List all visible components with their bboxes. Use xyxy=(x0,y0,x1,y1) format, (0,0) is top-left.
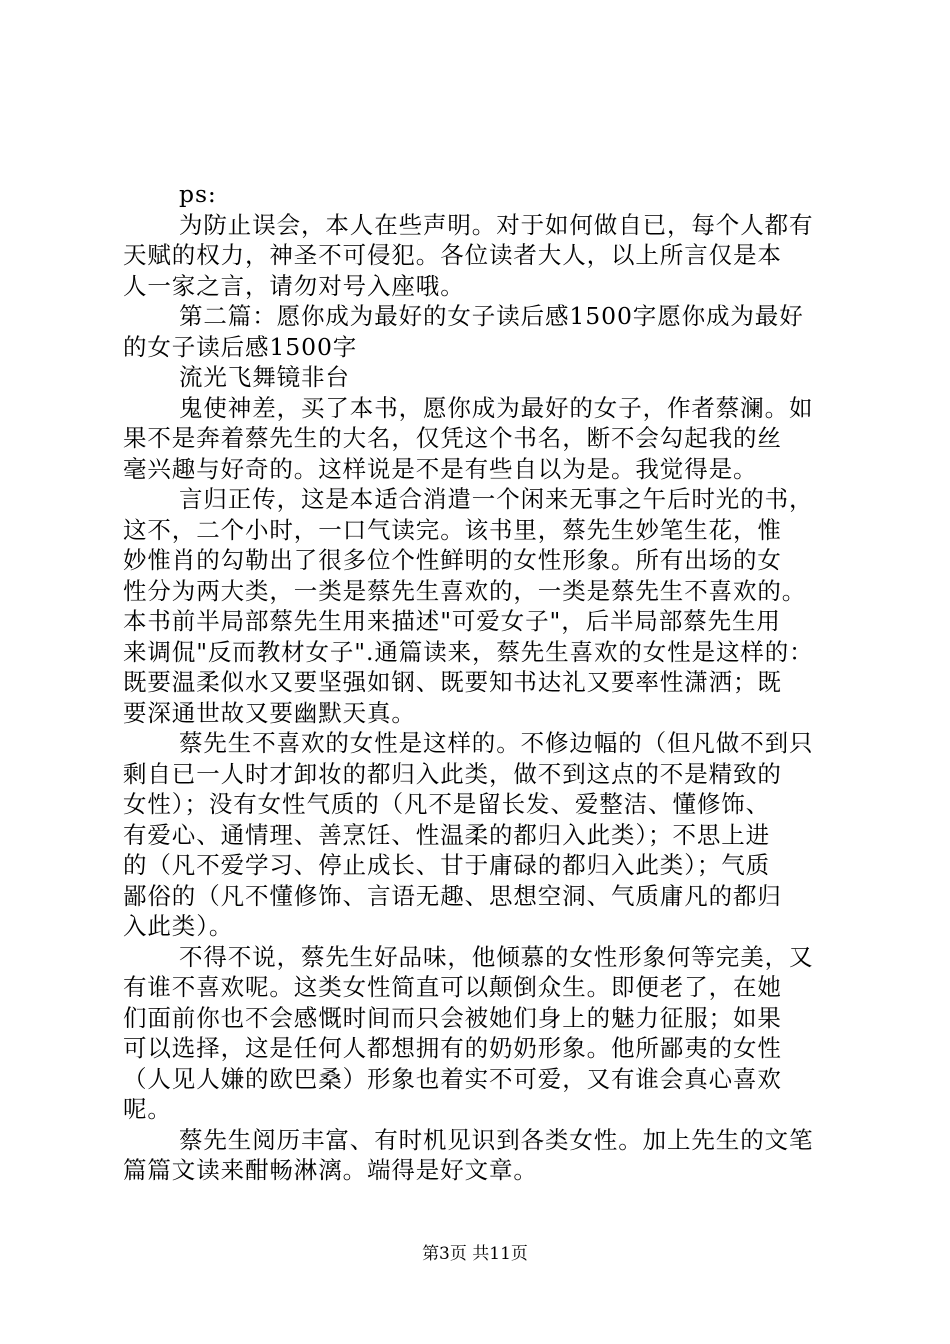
text-line: 鬼使神差，买了本书，愿你成为最好的女子，作者蔡澜。如 xyxy=(179,393,814,422)
text-line: 可以选择，这是任何人都想拥有的奶奶形象。他所鄙夷的女性 xyxy=(123,1034,782,1062)
text-line: 这不，二个小时，一口气读完。该书里，蔡先生妙笔生花，惟 xyxy=(123,515,782,544)
text-line: 蔡先生不喜欢的女性是这样的。不修边幅的（但凡做不到只 xyxy=(179,729,814,757)
text-line: 有爱心、通情理、善烹饪、性温柔的都归入此类）；不思上进 xyxy=(123,820,771,849)
text-line: 女性）；没有女性气质的（凡不是留长发、爱整洁、懂修饰、 xyxy=(123,790,771,818)
text-line: 有谁不喜欢呢。这类女性简直可以颠倒众生。即便老了，在她 xyxy=(123,973,782,1001)
text-line: 的（凡不爱学习、停止成长、甘于庸碌的都归入此类）；气质 xyxy=(123,851,771,879)
text-line: 天赋的权力，神圣不可侵犯。各位读者大人，以上所言仅是本 xyxy=(123,241,782,269)
text-line: 果不是奔着蔡先生的大名，仅凭这个书名，断不会勾起我的丝 xyxy=(123,424,782,452)
text-line: 要深通世故又要幽默天真。 xyxy=(123,698,416,727)
text-line: 们面前你也不会感慨时间而只会被她们身上的魅力征服；如果 xyxy=(123,1003,782,1032)
text-line: 为防止误会，本人在些声明。对于如何做自已，每个人都有 xyxy=(179,210,814,239)
text-line: 来调侃"反而教材女子".通篇读来，蔡先生喜欢的女性是这样的： xyxy=(123,637,814,666)
text-line: 妙惟肖的勾勒出了很多位个性鲜明的女性形象。所有出场的女 xyxy=(123,546,782,574)
text-line: （人见人嫌的欧巴桑）形象也着实不可爱，又有谁会真心喜欢 xyxy=(123,1064,782,1093)
text-line: 人一家之言，请勿对号入座哦。 xyxy=(123,271,465,300)
text-line: 性分为两大类，一类是蔡先生喜欢的，一类是蔡先生不喜欢的。 xyxy=(123,576,807,605)
text-line: 不得不说，蔡先生好品味，他倾慕的女性形象何等完美，又 xyxy=(179,942,814,971)
page-number-footer: 第3页 共11页 xyxy=(422,1244,528,1264)
author-line: 流光飞舞镜非台 xyxy=(179,363,350,391)
text-line: 毫兴趣与好奇的。这样说是不是有些自以为是。我觉得是。 xyxy=(123,454,758,483)
text-line: 鄙俗的（凡不懂修饰、言语无趣、思想空洞、气质庸凡的都归 xyxy=(123,881,782,910)
text-line: 言归正传，这是本适合消遣一个闲来无事之午后时光的书， xyxy=(179,485,814,513)
text-line: 蔡先生阅历丰富、有时机见识到各类女性。加上先生的文笔 xyxy=(179,1125,814,1154)
section-heading: 第二篇：愿你成为最好的女子读后感1500字愿你成为最好 xyxy=(179,302,804,330)
text-line: 呢。 xyxy=(123,1095,172,1123)
text-line: ps: xyxy=(179,180,217,208)
body-text xyxy=(123,179,833,1186)
text-line: 篇篇文读来酣畅淋漓。端得是好文章。 xyxy=(123,1156,538,1184)
text-line: 本书前半局部蔡先生用来描述"可爱女子"，后半局部蔡先生用 xyxy=(123,607,781,635)
text-line: 剩自已一人时才卸妆的都归入此类，做不到这点的不是精致的 xyxy=(123,759,782,788)
text-line: 入此类）。 xyxy=(123,912,234,940)
section-heading: 的女子读后感1500字 xyxy=(123,332,358,361)
text-line: 既要温柔似水又要坚强如钢、既要知书达礼又要率性潇洒；既 xyxy=(123,668,782,696)
